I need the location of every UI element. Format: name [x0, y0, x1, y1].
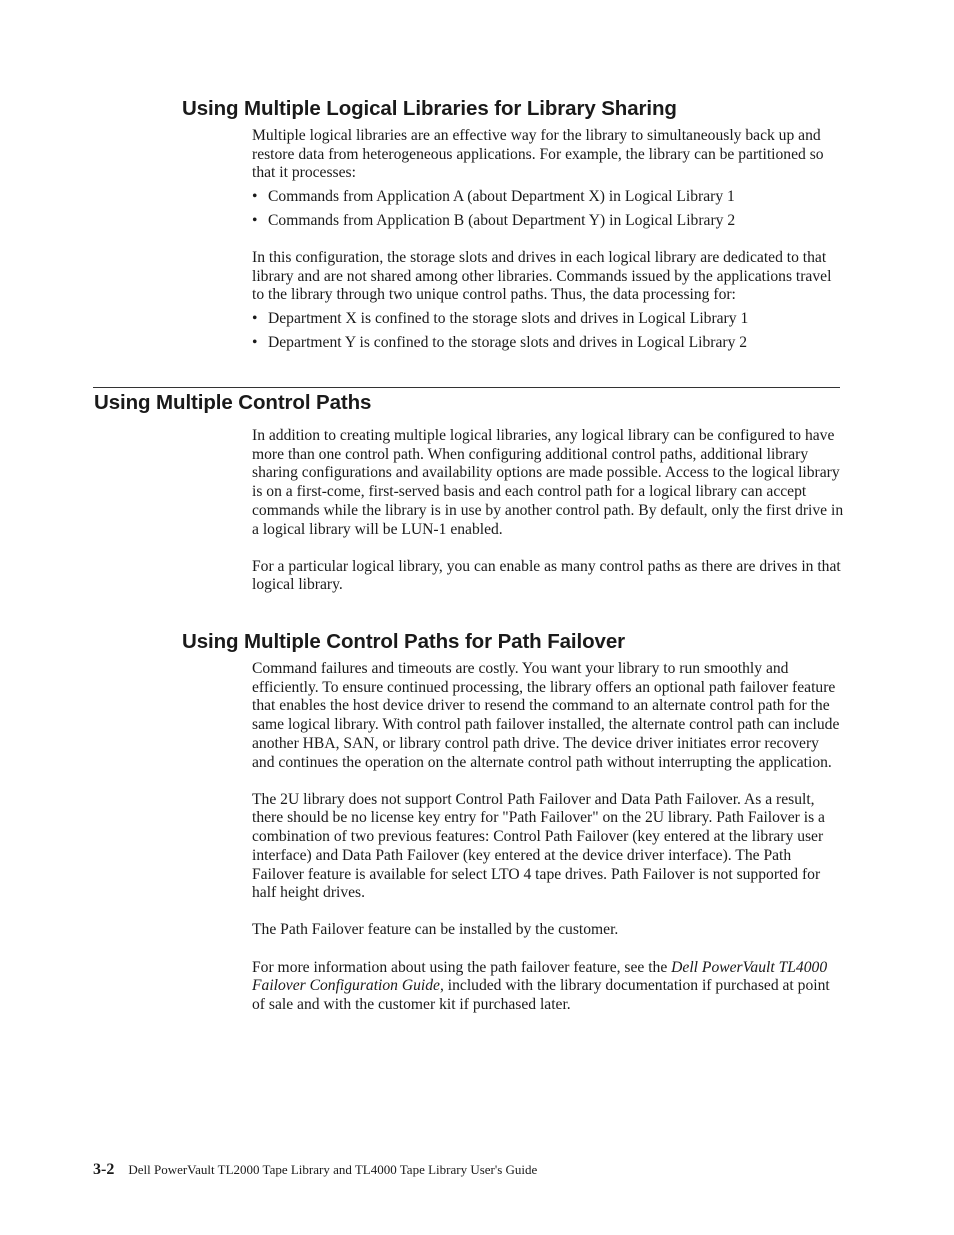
bullet-icon: • [252, 310, 258, 328]
section-body-control-paths [252, 427, 844, 595]
section-heading-path-failover: Using Multiple Control Paths for Path Failover [182, 630, 626, 653]
footer-title: Dell PowerVault TL2000 Tape Library and TL4000 Tape Library User's Guide [128, 1162, 538, 1177]
document-title-reference: Dell PowerVault TL4000 Failover Configuration Guide [252, 958, 828, 995]
paragraph: Multiple logical libraries are an effective way for the library to simultaneously back up and restore data from heterogeneous applications. For example, the library can be partitioned so that it processes: [252, 127, 824, 182]
paragraph: In addition to creating multiple logical libraries, any logical library can be configured to have more than one control path. When configuring additional control paths, additional library sharing configurations and availability options are made possible. Access to the logical library is on a first-come, first-served basis and each control path for a logical library can accept commands while the library is in use by another control path. By default, only the first drive in a logical library will be LUN-1 enabled. [252, 427, 844, 538]
paragraph: In this configuration, the storage slots and drives in each logical library are dedicated to that library and are not shared among other libraries. Commands issued by the applications travel to the library through two unique control paths. Thus, the data processing for: [252, 249, 832, 304]
bullet-item [252, 212, 844, 231]
bullet-list [252, 310, 844, 352]
bullet-text: Commands from Application B (about Department Y) in Logical Library 2 [268, 211, 736, 229]
paragraph: The Path Failover feature can be installed by the customer. [252, 921, 619, 939]
text-run: For more information about using the path failover feature, see the [252, 958, 672, 976]
section-body-logical-libraries [252, 127, 844, 353]
bullet-text: Commands from Application A (about Department X) in Logical Library 1 [268, 188, 735, 206]
paragraph: For a particular logical library, you can enable as many control paths as there are drives in that logical library. [252, 557, 841, 594]
text-run: , included with the library documentation if purchased at point of sale and with the customer kit if purchased later. [252, 977, 830, 1014]
paragraph [252, 959, 844, 1015]
section-heading-control-paths: Using Multiple Control Paths [94, 391, 372, 414]
bullet-item [252, 310, 844, 329]
paragraph: Command failures and timeouts are costly. You want your library to run smoothly and efficiently. To ensure continued processing, the library offers an optional path failover feature that enables the host device driver to resend the command to an alternate control path for the same logical library. With control path failover installed, the alternate control path can include another HBA, SAN, or library control path drive. The device driver initiates error recovery and continues the operation on the alternate control path without interrupting the application. [252, 660, 840, 771]
page-footer [93, 1161, 537, 1179]
section-heading-logical-libraries: Using Multiple Logical Libraries for Library Sharing [182, 97, 677, 120]
page-number: 3-2 [93, 1161, 115, 1178]
bullet-list [252, 188, 844, 230]
bullet-text: Department Y is confined to the storage slots and drives in Logical Library 2 [268, 333, 748, 351]
section-divider [93, 387, 840, 388]
bullet-item [252, 334, 844, 353]
section-body-path-failover [252, 660, 844, 1015]
bullet-item [252, 188, 844, 207]
bullet-icon: • [252, 211, 258, 229]
bullet-icon: • [252, 333, 258, 351]
paragraph: The 2U library does not support Control Path Failover and Data Path Failover. As a result, there should be no license key entry for "Path Failover" on the 2U library. Path Failover is a combination of two previous features: Control Path Failover (key entered at the library user interface) and Data Path Failover (key entered at the device driver interface). The Path Failover feature is available for select LTO 4 tape drives. Path Failover is not supported for half height drives. [252, 790, 825, 902]
bullet-text: Department X is confined to the storage slots and drives in Logical Library 1 [268, 310, 749, 328]
bullet-icon: • [252, 188, 258, 206]
